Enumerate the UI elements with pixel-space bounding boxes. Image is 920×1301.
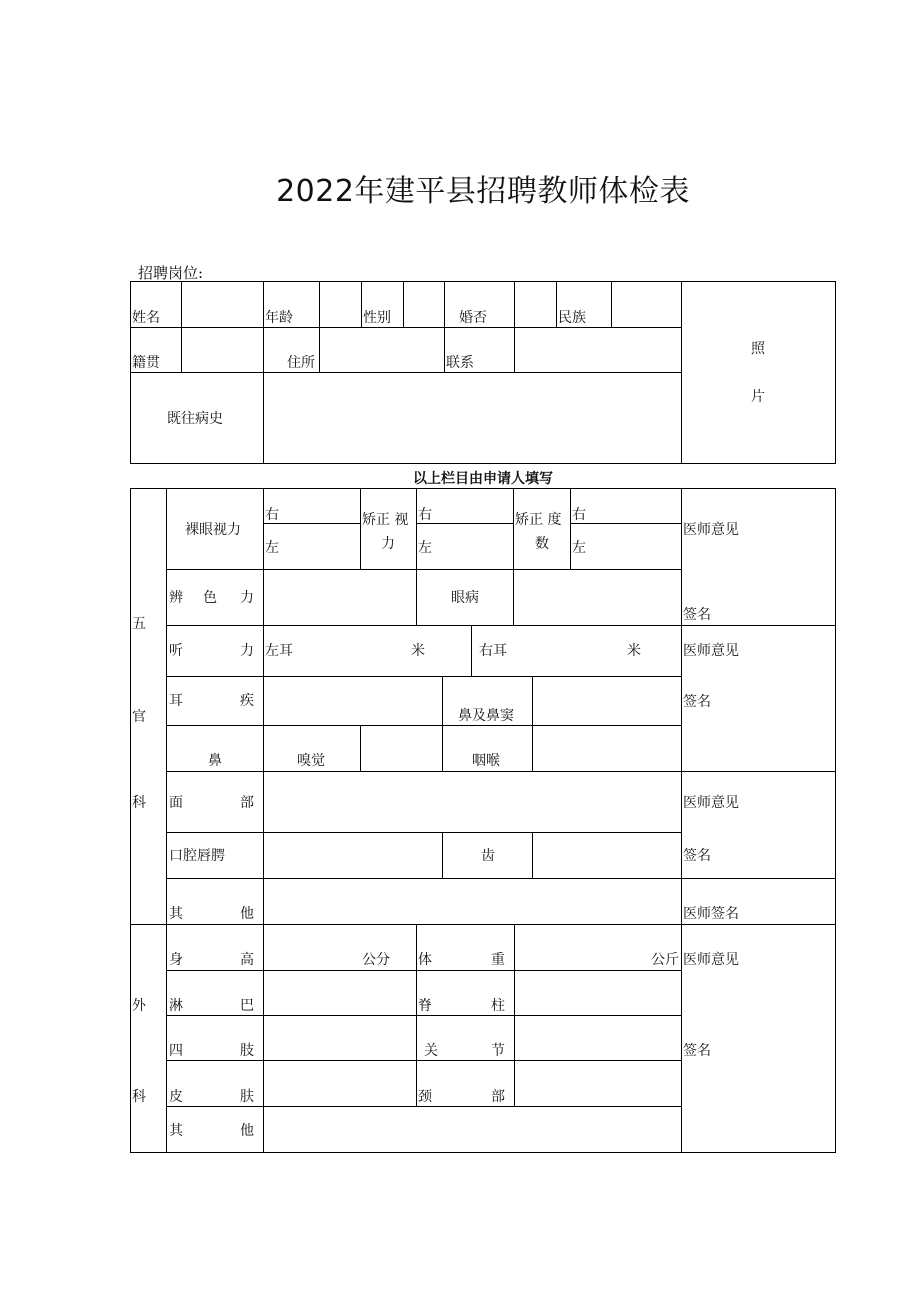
medical-history-label: 既往病史: [167, 411, 223, 427]
skin-char-1: 皮: [169, 1089, 183, 1105]
naked-left-label: 左: [265, 540, 279, 556]
ear-disease-char-2: 疾: [240, 693, 254, 709]
smell-label: 嗅觉: [297, 753, 325, 769]
left-ear-unit: 米: [411, 643, 425, 659]
naked-right-label: 右: [265, 507, 279, 523]
skin-char-2: 肤: [240, 1089, 254, 1105]
form-title: 2022年建平县招聘教师体检表: [276, 174, 690, 209]
position-label: 招聘岗位:: [138, 264, 204, 282]
face-char-2: 部: [240, 795, 254, 811]
hearing-char-2: 力: [240, 643, 254, 659]
category-char-ke-2: 科: [132, 1089, 146, 1105]
height-char-2: 高: [240, 952, 254, 968]
corrected-vision-label-2: 力: [381, 536, 395, 552]
surgery-other-char-2: 他: [240, 1123, 254, 1139]
right-ear-label: 右耳: [479, 643, 507, 659]
neck-char-2: 部: [491, 1089, 505, 1105]
right-ear-unit: 米: [627, 643, 641, 659]
category-char-guan: 官: [132, 709, 146, 725]
facial-other-char-2: 他: [240, 906, 254, 922]
facial-other-char-1: 其: [169, 906, 183, 922]
surgery-doctor-opinion: 医师意见: [683, 952, 739, 968]
hearing-char-1: 听: [169, 643, 183, 659]
neck-char-1: 颈: [418, 1089, 432, 1105]
height-char-1: 身: [169, 952, 183, 968]
gender-label: 性别: [363, 310, 391, 326]
contact-label: 联系: [446, 355, 474, 371]
throat-label: 咽喉: [472, 753, 500, 769]
corrected-degree-label-2: 数: [535, 536, 549, 552]
surgery-other-char-1: 其: [169, 1123, 183, 1139]
corrected-degree-label-1: 矫正 度: [515, 512, 562, 528]
photo-label-1: 照: [751, 341, 765, 357]
mouth-signature: 签名: [683, 848, 711, 864]
joints-char-1: 关: [424, 1043, 438, 1059]
color-vision-char-1: 辨: [169, 590, 183, 606]
eye-doctor-opinion: 医师意见: [683, 522, 739, 538]
residence-label: 住所: [287, 355, 315, 371]
limbs-char-2: 肢: [240, 1043, 254, 1059]
teeth-label: 齿: [481, 848, 495, 864]
joints-char-2: 节: [491, 1043, 505, 1059]
height-unit: 公分: [362, 952, 390, 968]
lymph-char-1: 淋: [169, 998, 183, 1014]
applicant-note: 以上栏目由申请人填写: [413, 471, 553, 487]
native-place-label: 籍贯: [132, 355, 160, 371]
ethnicity-label: 民族: [558, 310, 586, 326]
age-label: 年龄: [265, 310, 293, 326]
spine-char-2: 柱: [491, 998, 505, 1014]
nose-sinus-label: 鼻及鼻窦: [458, 708, 514, 724]
ear-disease-char-1: 耳: [169, 693, 183, 709]
facial-doctor-signature: 医师签名: [683, 906, 739, 922]
degree-right-label: 右: [572, 507, 586, 523]
ear-signature: 签名: [683, 694, 711, 710]
spine-char-1: 脊: [418, 998, 432, 1014]
color-vision-char-3: 力: [240, 590, 254, 606]
photo-label-2: 片: [751, 389, 765, 405]
category-char-wai: 外: [132, 998, 146, 1014]
mouth-label: 口腔唇腭: [169, 848, 225, 864]
lymph-char-2: 巴: [240, 998, 254, 1014]
left-ear-label: 左耳: [265, 643, 293, 659]
corrected-vision-label-1: 矫正 视: [362, 512, 409, 528]
name-label: 姓名: [132, 310, 160, 326]
limbs-char-1: 四: [169, 1043, 183, 1059]
ear-doctor-opinion: 医师意见: [683, 643, 739, 659]
degree-left-label: 左: [572, 540, 586, 556]
nose-label: 鼻: [208, 753, 222, 769]
weight-char-2: 重: [491, 952, 505, 968]
naked-vision-label: 裸眼视力: [185, 522, 241, 538]
corrected-right-label: 右: [418, 507, 432, 523]
weight-char-1: 体: [418, 952, 432, 968]
eye-signature: 签名: [683, 607, 711, 623]
marital-label: 婚否: [459, 310, 487, 326]
color-vision-char-2: 色: [203, 590, 217, 606]
category-char-ke: 科: [132, 795, 146, 811]
eye-disease-label: 眼病: [451, 590, 479, 606]
mouth-doctor-opinion: 医师意见: [683, 795, 739, 811]
surgery-signature: 签名: [683, 1043, 711, 1059]
weight-unit: 公斤: [651, 952, 679, 968]
corrected-left-label: 左: [418, 540, 432, 556]
category-char-wu: 五: [132, 616, 146, 632]
face-char-1: 面: [169, 795, 183, 811]
